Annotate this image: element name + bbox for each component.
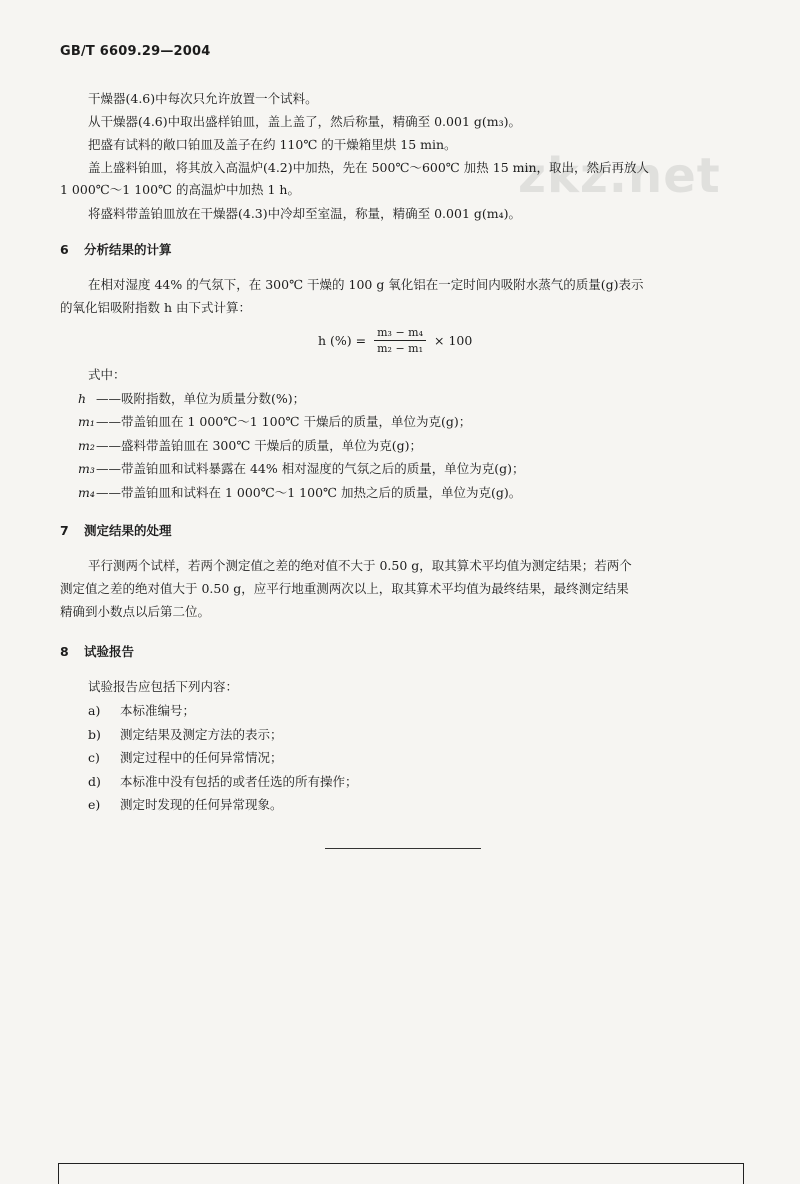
variable-symbol: h — [78, 391, 87, 406]
variable-symbol: m₂ — [78, 438, 95, 453]
variable-text: ——吸附指数，单位为质量分数(%)； — [96, 391, 306, 406]
variable-definition — [78, 436, 422, 454]
variable-definition — [78, 483, 521, 501]
procedure-line: 干燥器(4.6)中每次只允许放置一个试料。 — [88, 91, 318, 106]
list-text: 本标准中没有包括的或者任选的所有操作； — [120, 774, 358, 789]
paragraph-line: 的氧化铝吸附指数 h 由下式计算： — [60, 300, 251, 315]
procedure-line: 把盛有试料的敞口铂皿及盖子在约 110℃ 的干燥箱里烘 15 min。 — [88, 137, 457, 152]
list-label: a) — [88, 703, 101, 718]
document-id-header: GB/T 6609.29—2004 — [60, 44, 211, 59]
procedure-line: 1 000℃～1 100℃ 的高温炉中加热 1 h。 — [60, 182, 300, 197]
variable-symbol: m₁ — [78, 414, 95, 429]
procedure-line: 盖上盛料铂皿，将其放入高温炉(4.2)中加热，先在 500℃～600℃ 加热 15 min，取出，然后再放人 — [88, 160, 650, 175]
footer-frame — [58, 1163, 744, 1184]
paragraph-line: 精确到小数点以后第二位。 — [60, 604, 211, 619]
variable-text: ——盛料带盖铂皿在 300℃ 干燥后的质量，单位为克(g)； — [96, 438, 423, 453]
report-list-item — [88, 725, 283, 743]
formula-numerator: m₃ − m₄ — [374, 326, 426, 341]
formula-lhs: h (%) = — [318, 333, 367, 348]
list-label: e) — [88, 797, 101, 812]
variable-definition — [78, 459, 525, 477]
variable-symbol: m₄ — [78, 485, 95, 500]
paragraph-line: 在相对湿度 44% 的气氛下，在 300℃ 干燥的 100 g 氧化铝在一定时间内吸附水蒸气的质量(g)表示 — [88, 277, 644, 292]
variable-symbol: m₃ — [78, 461, 95, 476]
variable-definition — [78, 412, 471, 430]
list-label: d) — [88, 774, 101, 789]
section-heading-6 — [60, 240, 172, 258]
variable-text: ——带盖铂皿和试料在 1 000℃～1 100℃ 加热之后的质量，单位为克(g)。 — [96, 485, 522, 500]
list-label: b) — [88, 727, 101, 742]
list-text: 本标准编号； — [120, 703, 196, 718]
variable-text: ——带盖铂皿在 1 000℃～1 100℃ 干燥后的质量，单位为克(g)； — [96, 414, 472, 429]
where-label: 式中： — [88, 367, 126, 382]
section-title: 测定结果的处理 — [84, 523, 172, 538]
paragraph-line: 试验报告应包括下列内容： — [88, 679, 239, 694]
list-text: 测定结果及测定方法的表示； — [120, 727, 283, 742]
section-heading-8 — [60, 642, 134, 660]
section-number: 6 — [60, 242, 69, 257]
section-title: 分析结果的计算 — [84, 242, 172, 257]
report-list-item — [88, 701, 195, 719]
adsorption-index-formula — [318, 326, 472, 355]
variable-definition — [78, 389, 305, 407]
watermark: zkz.net — [518, 148, 721, 204]
section-heading-7 — [60, 521, 172, 539]
section-number: 8 — [60, 644, 69, 659]
list-text: 测定过程中的任何异常情况； — [120, 750, 283, 765]
formula-denominator: m₂ − m₁ — [377, 342, 423, 355]
report-list-item — [88, 795, 283, 813]
formula-fraction — [374, 326, 426, 355]
report-list-item — [88, 748, 283, 766]
procedure-line: 将盛料带盖铂皿放在干燥器(4.3)中冷却至室温，称量，精确至 0.001 g(m₄)。 — [88, 206, 521, 221]
paragraph-line: 测定值之差的绝对值大于 0.50 g，应平行地重测两次以上，取其算术平均值为最终结果，最终测定结果 — [60, 581, 629, 596]
procedure-line: 从干燥器(4.6)中取出盛样铂皿，盖上盖了，然后称量，精确至 0.001 g(m₃)。 — [88, 114, 521, 129]
end-of-document-rule — [325, 848, 481, 849]
report-list-item — [88, 772, 358, 790]
variable-text: ——带盖铂皿和试料暴露在 44% 相对湿度的气氛之后的质量，单位为克(g)； — [96, 461, 525, 476]
list-label: c) — [88, 750, 100, 765]
formula-rhs: × 100 — [434, 333, 473, 348]
paragraph-line: 平行测两个试样，若两个测定值之差的绝对值不大于 0.50 g，取其算术平均值为测定结果；若两个 — [88, 558, 632, 573]
list-text: 测定时发现的任何异常现象。 — [120, 797, 283, 812]
section-number: 7 — [60, 523, 69, 538]
section-title: 试验报告 — [84, 644, 135, 659]
